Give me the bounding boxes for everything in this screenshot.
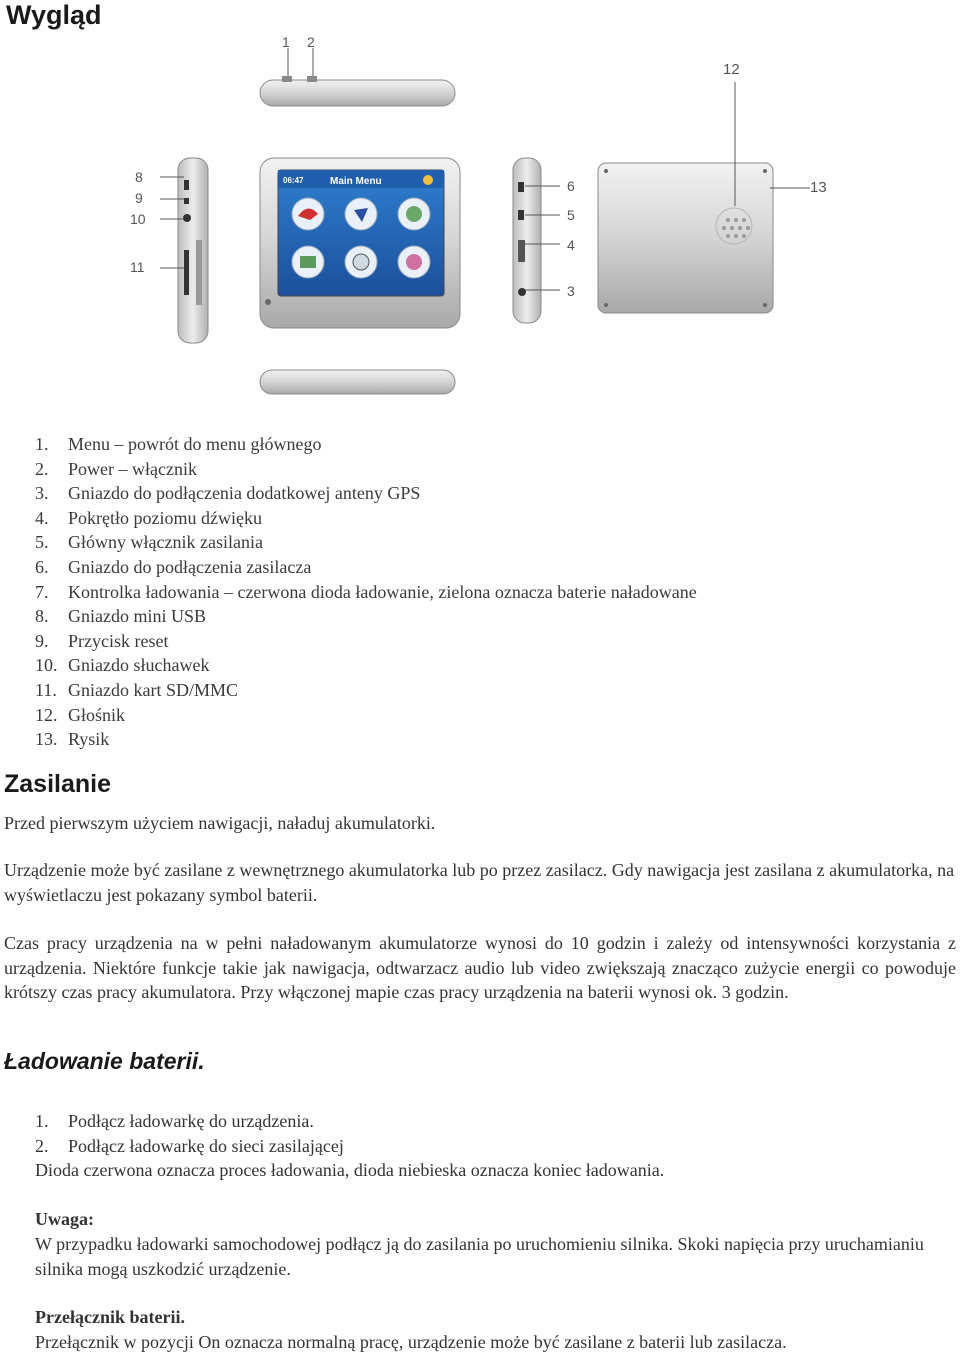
- callout-10: 10: [130, 211, 146, 227]
- zasilanie-paragraph-1: Przed pierwszym użyciem nawigacji, naładuj akumulatorki.: [4, 813, 436, 833]
- przelacznik-label: Przełącznik baterii.: [35, 1307, 185, 1327]
- legend-item: 2. Power – włącznik: [35, 458, 197, 479]
- uwaga-text: W przypadku ładowarki samochodowej podłącz ją do zasilania po uruchomieniu silnika. Skoki napięcia przy uruchamianiu silnika mogą uszkodzić urządzenie.: [35, 1234, 924, 1279]
- callout-8: 8: [135, 169, 143, 185]
- charging-led-note: Dioda czerwona oznacza proces ładowania, dioda niebieska oznacza koniec ładowania.: [35, 1160, 665, 1180]
- legend-item: 4. Pokrętło poziomu dźwięku: [35, 507, 262, 528]
- step-item: 2. Podłącz ładowarkę do sieci zasilającej: [35, 1135, 344, 1156]
- screen-clock: 06:47: [283, 176, 304, 185]
- legend-item: 1. Menu – powrót do menu głównego: [35, 434, 322, 454]
- section-heading-zasilanie: Zasilanie: [4, 770, 111, 798]
- uwaga-label: Uwaga:: [35, 1209, 94, 1229]
- legend-item: 7. Kontrolka ładowania – czerwona dioda ładowanie, zielona oznacza baterie naładowane: [35, 581, 697, 602]
- section-heading-ladowanie: Ładowanie baterii.: [4, 1048, 205, 1074]
- charging-steps: [35, 1109, 935, 1158]
- legend-item: 11. Gniazdo kart SD/MMC: [35, 679, 238, 700]
- callout-12: 12: [723, 61, 740, 78]
- callout-4: 4: [567, 237, 575, 253]
- legend-item: 10. Gniazdo słuchawek: [35, 655, 210, 676]
- legend-item: 12. Głośnik: [35, 704, 126, 725]
- step-item: 1. Podłącz ładowarkę do urządzenia.: [35, 1111, 314, 1131]
- legend-item: 6. Gniazdo do podłączenia zasilacza: [35, 556, 312, 577]
- left-side-view: [130, 158, 208, 343]
- legend-item: 5. Główny włącznik zasilania: [35, 532, 263, 553]
- legend-item: 9. Przycisk reset: [35, 630, 169, 651]
- zasilanie-paragraph-2: Urządzenie może być zasilane z wewnętrznego akumulatorka lub po przez zasilacz. Gdy nawigacja jest zasilana z akumulatorka, na wyświetlaczu jest pokazany symbol baterii.: [4, 860, 955, 905]
- right-side-view: [513, 158, 575, 323]
- device-diagram: [120, 30, 840, 405]
- callout-9: 9: [135, 190, 143, 206]
- bottom-view: [260, 370, 455, 394]
- legend-item: 8. Gniazdo mini USB: [35, 606, 206, 627]
- przelacznik-text: Przełącznik w pozycji On oznacza normalną pracę, urządzenie może być zasilane z baterii lub zasilacza.: [35, 1332, 787, 1352]
- front-view: [260, 158, 460, 328]
- zasilanie-paragraph-3: Czas pracy urządzenia na w pełni naładowanym akumulatorze wynosi do 10 godzin i zależy od intensywności korzystania z urządzenia. Niektóre funkcje takie jak nawigacja, odtwarzacz audio lub video zwiększają znacząco zużycie energii co powoduje krótszy czas pracy akumulatora. Przy włączonej mapie czas pracy urządzenia na baterii wynosi ok. 3 godzin.: [4, 933, 956, 1002]
- callout-13: 13: [810, 179, 827, 196]
- callout-6: 6: [567, 178, 575, 194]
- callout-11: 11: [130, 259, 145, 275]
- screen-title: Main Menu: [330, 176, 382, 187]
- back-view: [598, 61, 827, 313]
- legend-item: 3. Gniazdo do podłączenia dodatkowej anteny GPS: [35, 483, 421, 504]
- callout-3: 3: [567, 283, 575, 299]
- callout-5: 5: [567, 207, 575, 223]
- page-heading-wyglad: Wygląd: [6, 0, 102, 30]
- parts-legend: [35, 432, 935, 752]
- callout-1: 1: [282, 34, 290, 50]
- top-view: [260, 34, 455, 106]
- legend-item: 13. Rysik: [35, 729, 110, 750]
- callout-2: 2: [307, 34, 315, 50]
